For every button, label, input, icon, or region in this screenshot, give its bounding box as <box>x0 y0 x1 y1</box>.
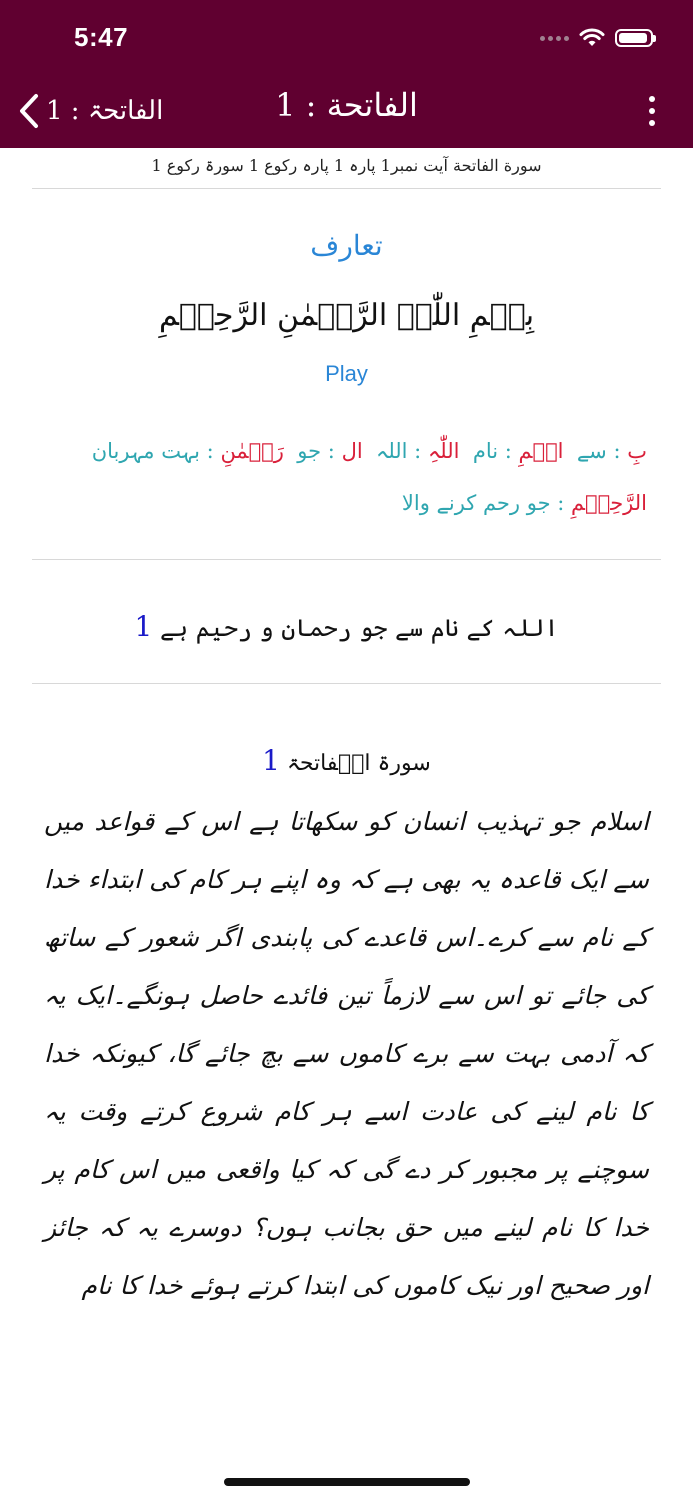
main-content[interactable] <box>0 148 693 1500</box>
more-vertical-icon[interactable] <box>649 96 655 126</box>
word-arabic: اللّٰہِ <box>427 439 460 463</box>
word-arabic: اسۡمِ <box>518 439 564 463</box>
word-meaning-item <box>92 439 284 463</box>
word-meaning-item <box>402 491 647 515</box>
back-button-label: الفاتحۃ : 1 <box>46 96 164 126</box>
divider <box>32 188 661 189</box>
status-time: 5:47 <box>74 22 129 52</box>
page-title: الفاتحة : 1 <box>275 86 418 124</box>
translation-text: اللہ کے نام سے جو رحمان و رحیم ہے <box>159 614 559 642</box>
divider <box>32 683 661 684</box>
wifi-icon <box>579 28 605 48</box>
verse-info-line: سورة الفاتحة آیت نمبر1 پارہ 1 پارہ رکوع 1 سورۃ رکوع 1 <box>151 156 542 175</box>
tafsir-text: اسلام جو تہذیب انسان کو سکھاتا ہے اس کے قواعد میں سے ایک قاعدہ یہ بھی ہے کہ وہ اپنے ہر کام کی ابتداء خدا کے نام سے کرے۔اس قاعدے کی پابندی اگر شعور کے ساتھ کی جائے تو اس سے لازماً تین فائدے حاصل ہونگے۔ایک یہ کہ آدمی بہت سے برے کاموں سے بچ جائے گا، کیونکہ خدا کا نام لینے کی عادت اسے ہر کام شروع کرتے وقت یہ سوچنے پر مجبور کر دے گی کہ کیا واقعی میں اس کام پر خدا کا نام لینے میں حق بجانب ہوں؟ دوسرے یہ کہ جائز اور صحیح اور نیک کاموں کی ابتدا کرتے ہوئے خدا کا نام <box>44 807 649 1300</box>
tafsir-heading <box>0 744 693 777</box>
word-urdu: : جو رحم کرنے والا <box>401 491 565 515</box>
word-arabic: ال <box>341 439 363 463</box>
tafsir-heading-text: سورۃ الۡفاتحۃ <box>286 751 431 776</box>
word-arabic: بِ <box>627 439 647 463</box>
tafsir-heading-number: 1 <box>262 744 280 777</box>
word-meaning-item <box>376 439 459 463</box>
app-header <box>0 0 693 148</box>
home-indicator[interactable] <box>224 1478 470 1486</box>
word-urdu: : سے <box>576 439 621 463</box>
word-meaning-item <box>473 439 564 463</box>
status-icons <box>540 28 653 48</box>
play-button[interactable]: Play <box>325 361 368 386</box>
translation-number: 1 <box>134 610 153 643</box>
word-urdu: : نام <box>472 439 512 463</box>
word-urdu: : اللہ <box>376 439 422 463</box>
word-arabic: رَحۡمٰنِ <box>220 439 284 463</box>
word-urdu: : بہت مہربان <box>91 439 214 463</box>
word-arabic: الرَّحِیۡمِ <box>571 491 647 515</box>
battery-icon <box>615 29 653 47</box>
arabic-verse: بِسۡمِ اللّٰہِ الرَّحۡمٰنِ الرَّحِیۡمِ <box>158 298 535 333</box>
signal-icon <box>540 36 569 41</box>
word-meanings <box>46 425 647 529</box>
word-urdu: : جو <box>297 439 335 463</box>
word-meaning-item <box>297 439 362 463</box>
section-title: تعارف <box>310 229 383 262</box>
word-meaning-item <box>577 439 647 463</box>
translation <box>0 560 693 683</box>
